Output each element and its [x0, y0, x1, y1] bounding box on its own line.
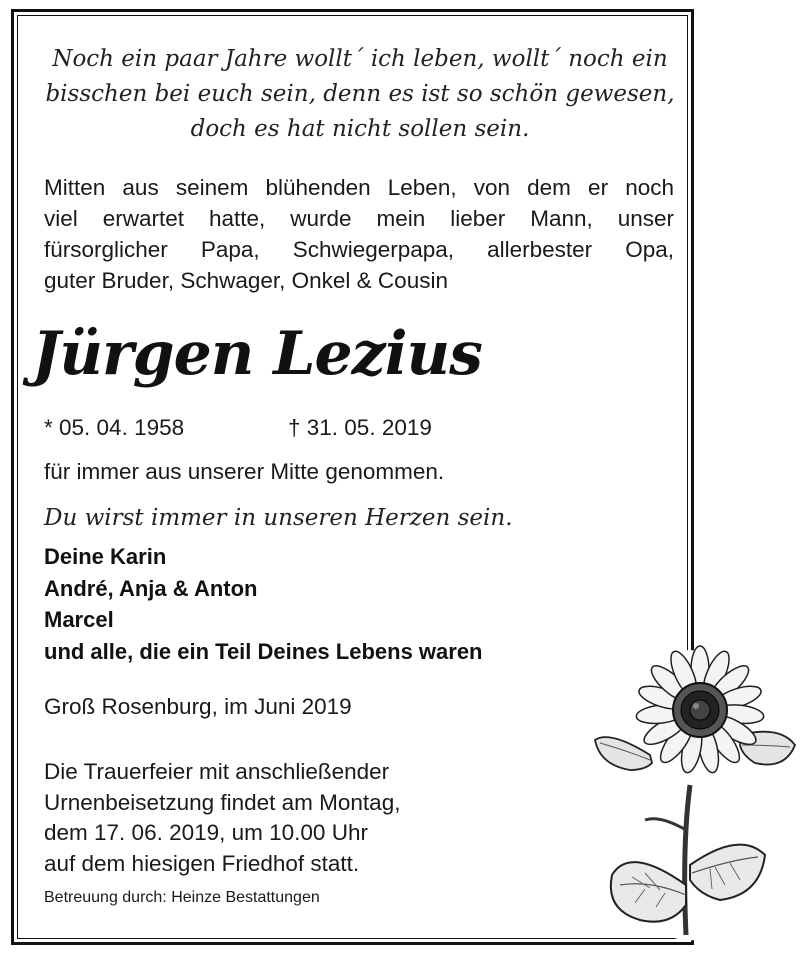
- ceremony-line: Urnenbeisetzung findet am Montag,: [44, 789, 401, 815]
- ceremony-line: dem 17. 06. 2019, um 10.00 Uhr: [44, 820, 368, 845]
- place-date: Groß Rosenburg, im Juni 2019: [44, 694, 352, 719]
- family-signature: [44, 541, 483, 667]
- family-member: Marcel: [44, 607, 114, 632]
- poem-line: doch es hat nicht sollen sein.: [190, 116, 530, 142]
- ceremony-line: auf dem hiesigen Friedhof statt.: [44, 850, 360, 876]
- deceased-name: Jürgen Lezius: [32, 319, 482, 389]
- family-member: Deine Karin: [44, 544, 167, 569]
- ceremony-line: Die Trauerfeier mit anschließender: [44, 759, 390, 784]
- taken-text: für immer aus unserer Mitte genommen.: [44, 459, 445, 484]
- intro-line: fürsorglicher Papa, Schwiegerpapa, allerbester Opa,: [44, 237, 674, 262]
- intro-line: viel erwartet hatte, wurde mein lieber Mann, unser: [44, 206, 674, 231]
- intro-paragraph: [44, 172, 674, 296]
- heart-quote: Du wirst immer in unseren Herzen sein.: [44, 505, 513, 531]
- undertaker-credit: Betreuung durch: Heinze Bestattungen: [44, 889, 320, 906]
- poem: [40, 42, 680, 147]
- death-date: † 31. 05. 2019: [288, 415, 432, 440]
- family-member: André, Anja & Anton: [44, 575, 258, 601]
- family-member: und alle, die ein Teil Deines Lebens waren: [44, 638, 483, 664]
- poem-line: bisschen bei euch sein, denn es ist so schön gewesen,: [45, 81, 675, 107]
- intro-line: guter Bruder, Schwager, Onkel & Cousin: [44, 268, 448, 293]
- poem-line: Noch ein paar Jahre wollt´ ich leben, wollt´ noch ein: [52, 46, 668, 72]
- sunflower-icon: [590, 645, 800, 945]
- ceremony-info: [44, 757, 400, 879]
- intro-line: Mitten aus seinem blühenden Leben, von dem er noch: [44, 175, 674, 200]
- birth-date: * 05. 04. 1958: [44, 415, 185, 440]
